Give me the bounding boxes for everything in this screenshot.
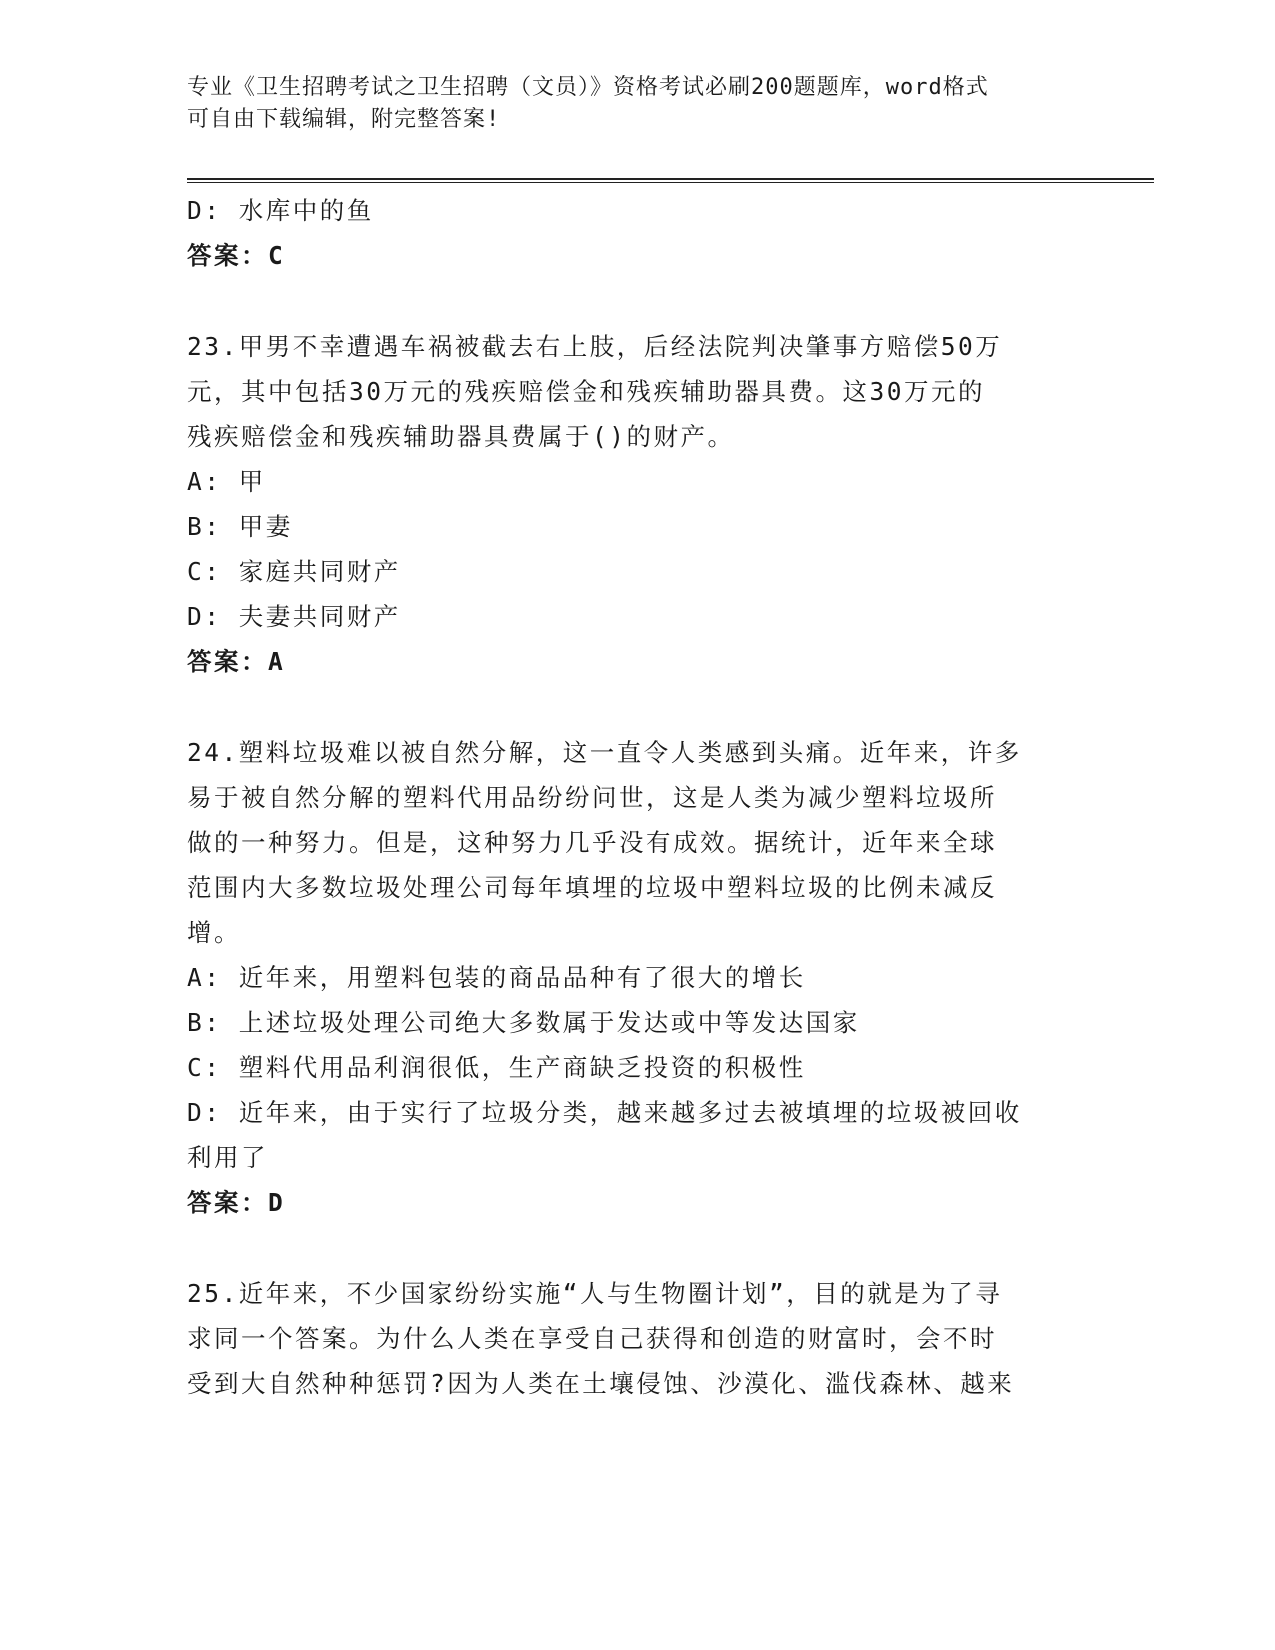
option-d: D: 夫妻共同财产 xyxy=(187,602,401,631)
spacer xyxy=(187,1225,1067,1271)
question-stem-line: 受到大自然种种惩罚?因为人类在土壤侵蚀、沙漠化、滥伐森林、越来 xyxy=(187,1369,1015,1398)
document-body xyxy=(187,188,1067,1406)
answer-line: 答案：C xyxy=(187,241,286,270)
question-24 xyxy=(187,730,1067,1225)
option-a: A: 甲 xyxy=(187,467,266,496)
question-stem-line: 范围内大多数垃圾处理公司每年填埋的垃圾中塑料垃圾的比例未减反 xyxy=(187,873,997,902)
header-divider-bottom xyxy=(187,182,1154,183)
question-stem-line: 残疾赔偿金和残疾辅助器具费属于()的财产。 xyxy=(187,422,735,451)
spacer xyxy=(187,278,1067,324)
header-divider-top xyxy=(187,178,1154,180)
option-b: B: 上述垃圾处理公司绝大多数属于发达或中等发达国家 xyxy=(187,1008,860,1037)
previous-question-tail xyxy=(187,188,1067,278)
question-stem-line: 易于被自然分解的塑料代用品纷纷问世，这是人类为减少塑料垃圾所 xyxy=(187,783,997,812)
option-c: C: 塑料代用品利润很低，生产商缺乏投资的积极性 xyxy=(187,1053,806,1082)
option-d-continued: 利用了 xyxy=(187,1143,268,1172)
question-stem-line: 做的一种努力。但是，这种努力几乎没有成效。据统计，近年来全球 xyxy=(187,828,997,857)
question-stem-line: 元，其中包括30万元的残疾赔偿金和残疾辅助器具费。这30万元的 xyxy=(187,377,985,406)
option-d: D: 近年来，由于实行了垃圾分类，越来越多过去被填埋的垃圾被回收 xyxy=(187,1098,1022,1127)
question-25 xyxy=(187,1271,1067,1406)
option-d: D: 水库中的鱼 xyxy=(187,196,374,225)
option-a: A: 近年来，用塑料包装的商品品种有了很大的增长 xyxy=(187,963,806,992)
question-stem-line: 25.近年来，不少国家纷纷实施“人与生物圈计划”，目的就是为了寻 xyxy=(187,1279,1003,1308)
document-header xyxy=(187,72,1067,136)
header-line-2: 可自由下载编辑，附完整答案! xyxy=(187,107,501,132)
question-stem-line: 23.甲男不幸遭遇车祸被截去右上肢，后经法院判决肇事方赔偿50万 xyxy=(187,332,1003,361)
question-23 xyxy=(187,324,1067,684)
header-line-1: 专业《卫生招聘考试之卫生招聘（文员）》资格考试必刷200题题库，word格式 xyxy=(187,75,989,100)
answer-line: 答案：D xyxy=(187,1188,286,1217)
spacer xyxy=(187,684,1067,730)
option-c: C: 家庭共同财产 xyxy=(187,557,401,586)
question-stem-line: 求同一个答案。为什么人类在享受自己获得和创造的财富时，会不时 xyxy=(187,1324,997,1353)
answer-line: 答案：A xyxy=(187,647,286,676)
question-stem-line: 增。 xyxy=(187,918,241,947)
question-stem-line: 24.塑料垃圾难以被自然分解，这一直令人类感到头痛。近年来，许多 xyxy=(187,738,1022,767)
option-b: B: 甲妻 xyxy=(187,512,293,541)
